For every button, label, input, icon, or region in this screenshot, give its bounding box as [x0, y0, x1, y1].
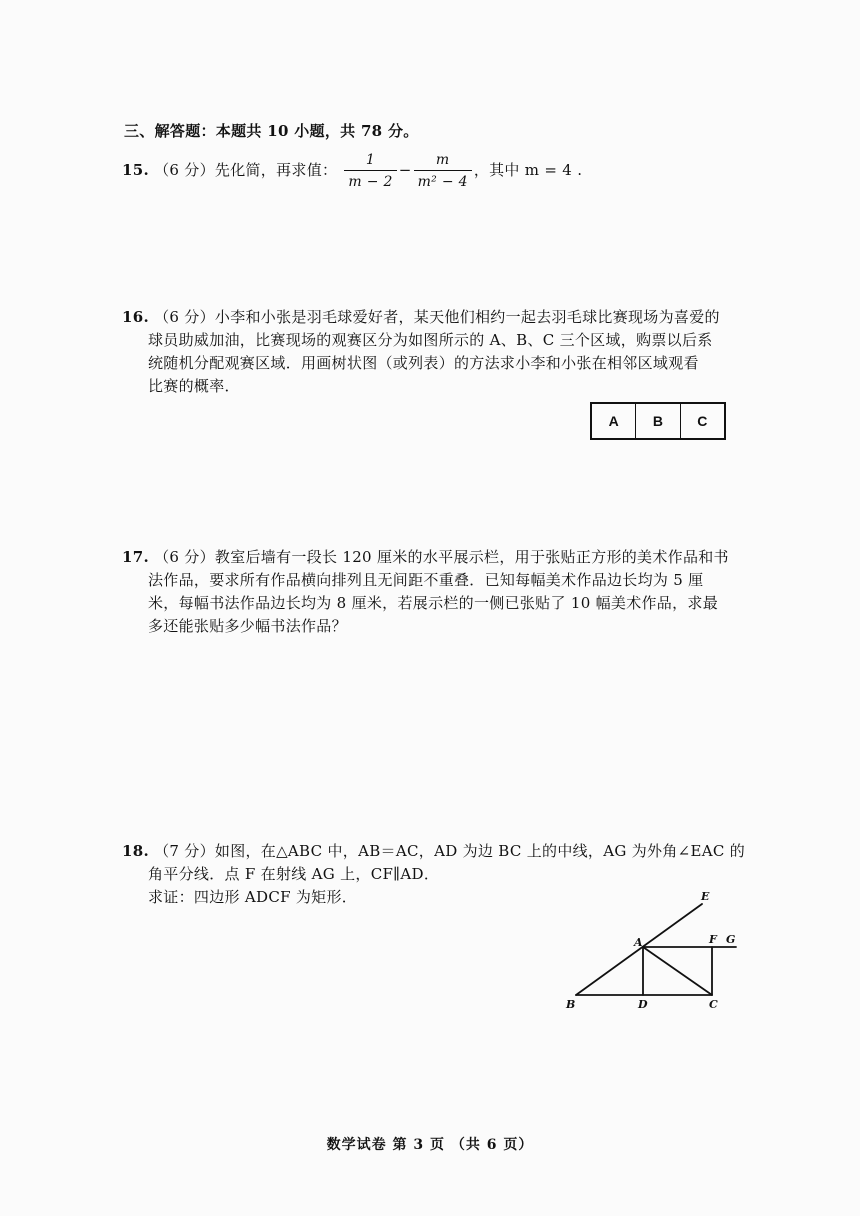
- question-text: 先化简，再求值：: [214, 161, 338, 179]
- question-18-line-1: [122, 840, 745, 862]
- label-a: A: [634, 936, 643, 949]
- question-text: 如图，在△ABC 中，AB＝AC，AD 为边 BC 上的中线，AG 为外角∠EAC 的: [214, 842, 745, 860]
- question-score: （7 分）: [154, 842, 215, 860]
- region-b: B: [635, 404, 679, 438]
- question-text: ，其中 m = 4 .: [473, 161, 583, 179]
- fraction-1: [344, 151, 396, 191]
- fraction-2: [414, 151, 472, 191]
- region-a: A: [608, 413, 619, 429]
- fraction-numerator: 1: [344, 151, 396, 171]
- question-15: [122, 146, 582, 194]
- question-score: （6 分）: [154, 161, 215, 179]
- question-text: 小李和小张是羽毛球爱好者，某天他们相约一起去羽毛球比赛现场为喜爱的: [214, 308, 720, 326]
- question-16-line-2: 球员助威加油，比赛现场的观赛区分为如图所示的 A、B、C 三个区域，购票以后系: [148, 331, 713, 349]
- fraction-denominator: m² − 4: [417, 174, 468, 190]
- seating-regions-diagram: [590, 402, 726, 440]
- label-b: B: [566, 998, 576, 1011]
- question-text: 教室后墙有一段长 120 厘米的水平展示栏，用于张贴正方形的美术作品和书: [214, 548, 729, 566]
- question-18-line-3: 求证：四边形 ADCF 为矩形．: [148, 888, 358, 906]
- question-17-line-4: 多还能张贴多少幅书法作品？: [148, 617, 347, 635]
- line-a-c: [643, 947, 712, 995]
- section-heading: 三、解答题：本题共 10 小题，共 78 分。: [124, 122, 419, 140]
- region-c: C: [680, 404, 724, 438]
- question-score: （6 分）: [154, 308, 215, 326]
- question-17-line-3: 米，每幅书法作品边长均为 8 厘米，若展示栏的一侧已张贴了 10 幅美术作品，求最: [148, 594, 719, 612]
- question-number: 17.: [122, 548, 149, 566]
- question-17-line-1: [122, 546, 729, 568]
- question-16-line-3: 统随机分配观赛区域．用画树状图（或列表）的方法求小李和小张在相邻区域观看: [148, 354, 699, 372]
- geometry-figure: [556, 886, 756, 1016]
- question-16-line-1: [122, 306, 720, 328]
- question-17-line-2: 法作品，要求所有作品横向排列且无间距不重叠．已知每幅美术作品边长均为 5 厘: [148, 571, 704, 589]
- fraction-numerator: m: [414, 151, 472, 171]
- label-d: D: [638, 998, 648, 1011]
- line-b-e: [576, 904, 702, 995]
- label-e: E: [701, 890, 710, 903]
- fraction-denominator: m − 2: [348, 174, 393, 190]
- minus-sign: −: [398, 161, 412, 179]
- question-16-line-4: 比赛的概率．: [148, 377, 240, 395]
- page-footer: 数学试卷 第 3 页 （共 6 页）: [326, 1137, 534, 1153]
- label-c: C: [709, 998, 718, 1011]
- question-number: 15.: [122, 161, 149, 179]
- label-f: F: [709, 933, 717, 946]
- question-18-line-2: 角平分线．点 F 在射线 AG 上，CF∥AD．: [148, 865, 440, 883]
- question-number: 18.: [122, 842, 149, 860]
- question-score: （6 分）: [154, 548, 215, 566]
- question-number: 16.: [122, 308, 149, 326]
- label-g: G: [726, 933, 736, 946]
